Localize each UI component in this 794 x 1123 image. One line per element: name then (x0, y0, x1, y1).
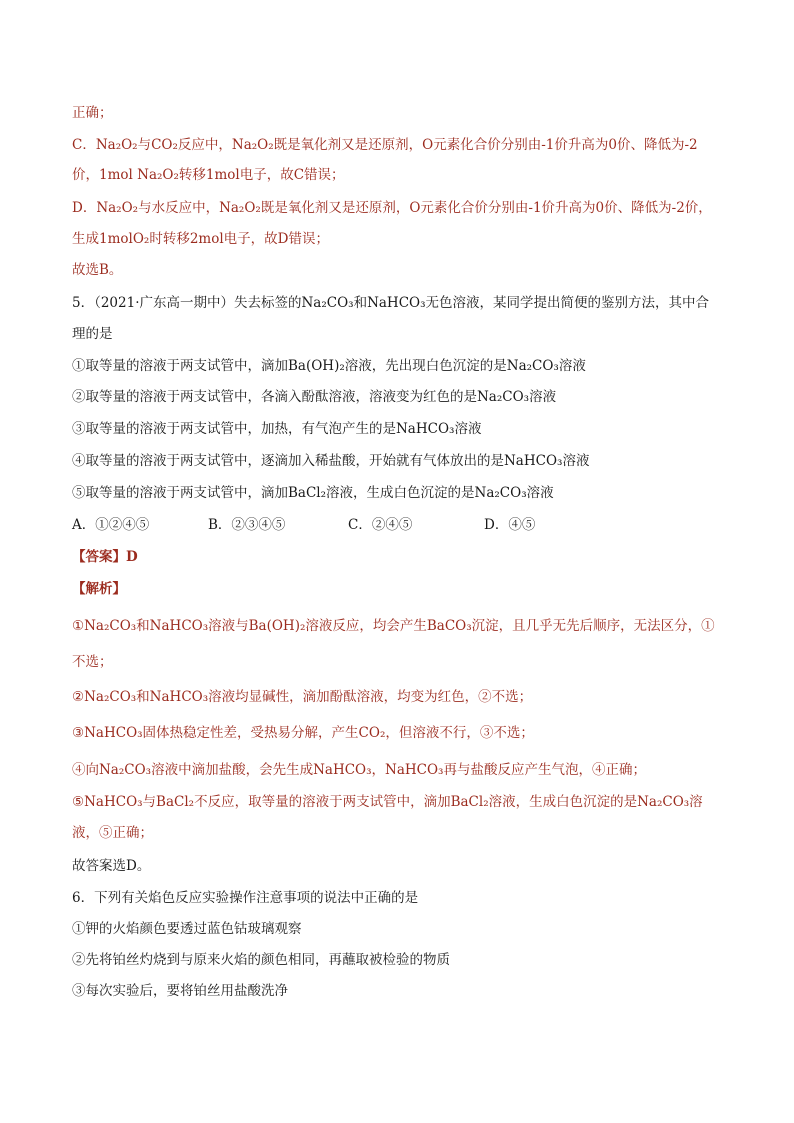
option-d-explanation-line2: 生成1molO₂时转移2mol电子，故D错误； (72, 231, 329, 247)
analysis-line-3: ②Na₂CO₃和NaHCO₃溶液均显碱性，滴加酚酞溶液，均变为红色，②不选； (72, 689, 533, 705)
question5-item-1: ①取等量的溶液于两支试管中，滴加Ba(OH)₂溶液，先出现白色沉淀的是Na₂CO₃溶液 (72, 358, 586, 374)
option-d-explanation-line1: D．Na₂O₂与水反应中，Na₂O₂既是氧化剂又是还原剂，O元素化合价分别由-1价升高为0价、降低为-2价， (72, 200, 712, 216)
option-c: C．②④⑤ (348, 517, 413, 533)
option-b: B．②③④⑤ (208, 517, 286, 533)
question5-item-3: ③取等量的溶液于两支试管中，加热，有气泡产生的是NaHCO₃溶液 (72, 421, 482, 437)
analysis-line-2: 不选； (72, 654, 113, 670)
question5-conclusion: 故答案选D。 (72, 858, 151, 874)
question6-item-1: ①钾的火焰颜色要透过蓝色钴玻璃观察 (72, 921, 302, 937)
analysis-line-7: 液，⑤正确； (72, 825, 153, 841)
question5-item-2: ②取等量的溶液于两支试管中，各滴入酚酞溶液，溶液变为红色的是Na₂CO₃溶液 (72, 389, 557, 405)
option-a: A．①②④⑤ (72, 517, 150, 533)
question6-item-3: ③每次实验后，要将铂丝用盐酸洗净 (72, 983, 288, 999)
prev-correct-tail: 正确； (72, 105, 113, 121)
question6-item-2: ②先将铂丝灼烧到与原来火焰的颜色相同，再蘸取被检验的物质 (72, 952, 450, 968)
option-c-explanation-line2: 价，1mol Na₂O₂转移1mol电子，故C错误； (72, 167, 345, 183)
answer-label: 【答案】D (72, 549, 138, 565)
prev-conclusion: 故选B。 (72, 262, 123, 278)
analysis-line-4: ③NaHCO₃固体热稳定性差，受热易分解，产生CO₂，但溶液不行，③不选； (72, 725, 534, 741)
analysis-line-1: ①Na₂CO₃和NaHCO₃溶液与Ba(OH)₂溶液反应，均会产生BaCO₃沉淀，且几乎无先后顺序，无法区分，① (72, 618, 715, 634)
analysis-line-5: ④向Na₂CO₃溶液中滴加盐酸，会先生成NaHCO₃，NaHCO₃再与盐酸反应产生气泡，④正确； (72, 762, 646, 778)
question5-stem-line2: 理的是 (72, 326, 113, 342)
option-d: D．④⑤ (484, 517, 536, 533)
question5-stem-line1: 5．（2021·广东高一期中）失去标签的Na₂CO₃和NaHCO₃无色溶液，某同学提出简便的鉴别方法，其中合 (72, 295, 710, 311)
question5-item-5: ⑤取等量的溶液于两支试管中，滴加BaCl₂溶液，生成白色沉淀的是Na₂CO₃溶液 (72, 485, 554, 501)
option-c-explanation-line1: C．Na₂O₂与CO₂反应中，Na₂O₂既是氧化剂又是还原剂，O元素化合价分别由-1价升高为0价、降低为-2 (72, 137, 698, 153)
question5-item-4: ④取等量的溶液于两支试管中，逐滴加入稀盐酸，开始就有气体放出的是NaHCO₃溶液 (72, 453, 590, 469)
question5-options (72, 516, 734, 534)
analysis-line-6: ⑤NaHCO₃与BaCl₂不反应，取等量的溶液于两支试管中，滴加BaCl₂溶液，生成白色沉淀的是Na₂CO₃溶 (72, 794, 703, 810)
analysis-label: 【解析】 (72, 581, 126, 597)
question6-stem: 6．下列有关焰色反应实验操作注意事项的说法中正确的是 (72, 890, 419, 906)
